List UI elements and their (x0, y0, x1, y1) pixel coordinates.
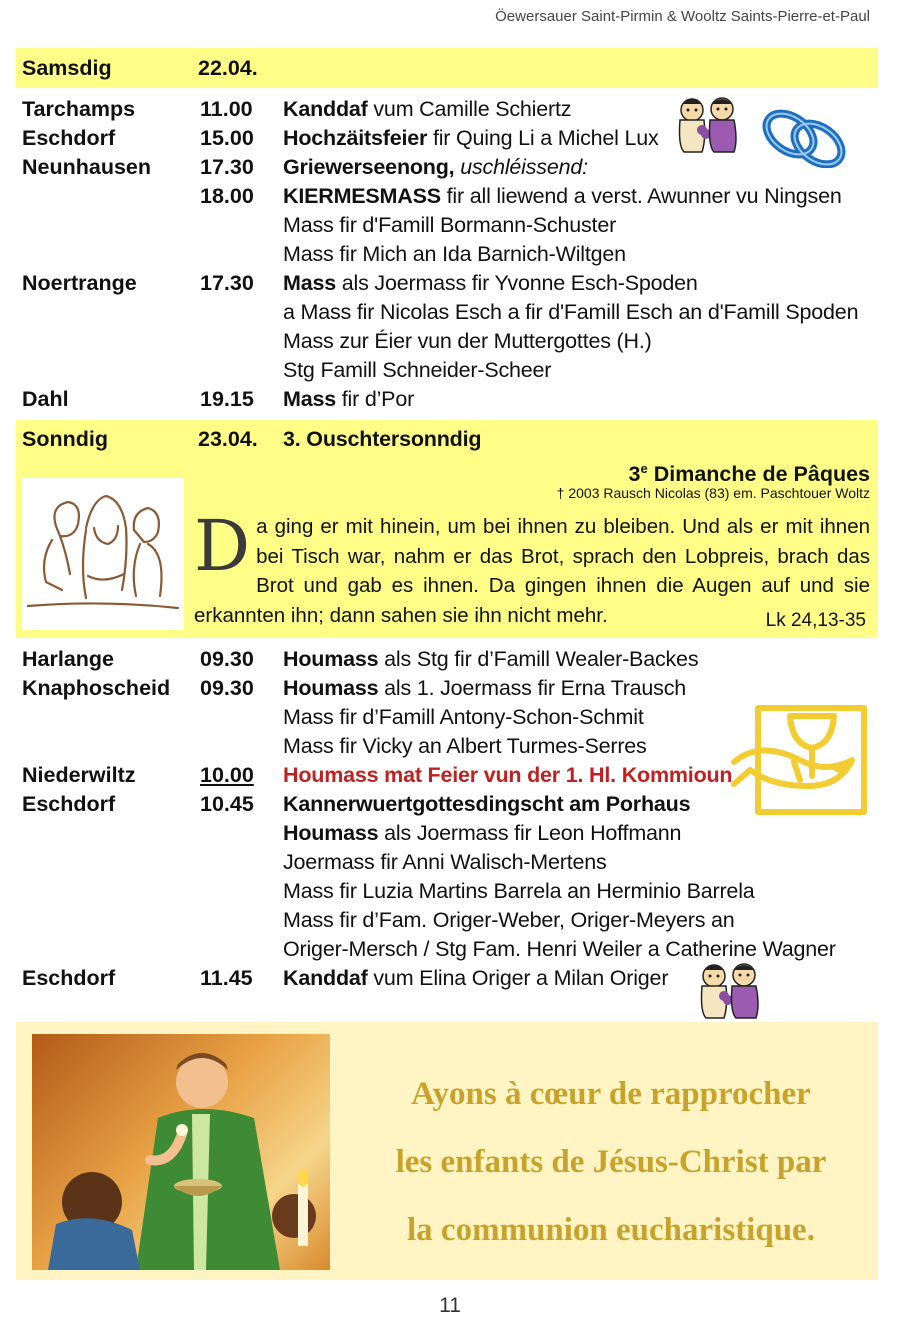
quote-text: a ging er mit hinein, um bei ihnen zu bleiben. Und als er mit ihnen bei Tisch war, nahm er das Brot, sprach den Lobpreis, brach das Brot und gab es ihnen. Da gingen ihnen die Augen auf und sie erkannten ihn; dann sahen sie ihn nicht mehr. (194, 515, 870, 627)
entry-title: Mass (283, 387, 336, 411)
entry-title: KIERMESMASS (283, 184, 441, 208)
entry-text: Joermass fir Anni Walisch-Mertens (283, 850, 607, 874)
saturday-day: Samsdig (22, 56, 112, 80)
entry-title: Kanddaf (283, 97, 368, 121)
entry-time: 17.30 (200, 271, 254, 295)
entry-text: Mass fir d’Fam. Origer-Weber, Origer-Meyers an (283, 908, 735, 932)
entry-text: fir Quing Li a Michel Lux (427, 126, 659, 150)
memorial-note: † 2003 Rausch Nicolas (83) em. Paschtouer Woltz (556, 485, 870, 501)
entry-description (283, 819, 681, 848)
entry-title: Houmass (283, 676, 379, 700)
entry-description (283, 153, 588, 182)
entry-description (283, 124, 659, 153)
entry-description (283, 95, 571, 124)
entry-place: Harlange (22, 647, 115, 671)
communion-painting (32, 1034, 330, 1270)
entry-text: als Joermass fir Leon Hoffmann (378, 821, 682, 845)
entry-time: 11.45 (200, 966, 253, 990)
banner-line: les enfants de Jésus-Christ par (395, 1144, 827, 1180)
sunday-feast-lb: 3. Ouschtersonndig (283, 427, 482, 451)
saturday-date: 22.04. (198, 56, 258, 80)
entry-description (283, 269, 698, 298)
entry-text: Stg Famill Schneider-Scheer (283, 358, 552, 382)
entry-place: Eschdorf (22, 792, 116, 816)
entry-place: Eschdorf (22, 966, 116, 990)
entry-text: fir all liewend a verst. Awunner vu Ningsen (440, 184, 842, 208)
entry-description (283, 674, 686, 703)
entry-text: vum Camille Schiertz (367, 97, 572, 121)
entry-title: Hochzäitsfeier (283, 126, 428, 150)
entry-description (283, 964, 668, 993)
quote-reference: Lk 24,13-35 (765, 610, 866, 631)
entry-time: 10.00 (200, 763, 254, 787)
baptism-children-icon (694, 962, 766, 1022)
entry-text: Mass zur Éier vun der Muttergottes (H.) (283, 329, 652, 353)
communion-banner (16, 1022, 878, 1280)
entry-text: Mass fir Mich an Ida Barnich-Wiltgen (283, 242, 626, 266)
feast-ordinal: e (640, 461, 648, 476)
entry-text: als Joermass fir Yvonne Esch-Spoden (335, 271, 698, 295)
entry-description (283, 645, 698, 674)
entry-text: fir d’Por (335, 387, 415, 411)
entry-text: Mass fir Vicky an Albert Turmes-Serres (283, 734, 647, 758)
entry-place: Noertrange (22, 271, 137, 295)
banner-text (346, 1060, 876, 1264)
entry-time: 15.00 (200, 126, 254, 150)
entry-text: Mass fir Luzia Martins Barrela an Herminio Barrela (283, 879, 755, 903)
chalice-fish-icon (730, 700, 870, 816)
entry-description (283, 182, 842, 211)
entry-text: Origer-Mersch / Stg Fam. Henri Weiler a Catherine Wagner (283, 937, 836, 961)
first-communion-highlight: Houmass mat Feier vun der 1. Hl. Kommioun (283, 763, 733, 787)
feast-number: 3 (628, 462, 641, 487)
saturday-band (16, 48, 878, 88)
entry-time: 10.45 (200, 792, 254, 816)
sunday-date: 23.04. (198, 427, 258, 451)
entry-time: 09.30 (200, 647, 254, 671)
entry-text: als 1. Joermass fir Erna Trausch (378, 676, 687, 700)
entry-text: a Mass fir Nicolas Esch a fir d'Famill Esch an d'Famill Spoden (283, 300, 859, 324)
entry-time: 09.30 (200, 676, 254, 700)
entry-time: 19.15 (200, 387, 254, 411)
entry-place: Dahl (22, 387, 69, 411)
entry-time: 18.00 (200, 184, 254, 208)
entry-place: Tarchamps (22, 97, 136, 121)
entry-title: Griewerseenong, (283, 155, 455, 179)
banner-line: la communion eucharistique. (407, 1212, 815, 1248)
priest-children-painting (32, 1034, 330, 1270)
entry-title: Mass (283, 271, 336, 295)
entry-text: vum Elina Origer a Milan Origer (367, 966, 669, 990)
entry-place: Neunhausen (22, 155, 152, 179)
banner-line: Ayons à cœur de rapprocher (411, 1076, 811, 1112)
page-number: 11 (439, 1294, 461, 1317)
entry-title: Kanddaf (283, 966, 368, 990)
entry-place: Niederwiltz (22, 763, 136, 787)
entry-time: 17.30 (200, 155, 254, 179)
disciples-drawing (22, 478, 184, 630)
entry-place: Eschdorf (22, 126, 116, 150)
entry-time: 11.00 (200, 97, 253, 121)
entry-title: Houmass (283, 647, 379, 671)
quote-drop-cap: D (194, 505, 251, 587)
entry-title: Kannerwuertgottesdingscht am Porhaus (283, 792, 691, 816)
feast-name: Dimanche de Pâques (647, 462, 870, 487)
entry-text: als Stg fir d’Famill Wealer-Backes (378, 647, 699, 671)
baptism-children-icon (672, 96, 744, 156)
entry-title: Houmass (283, 821, 379, 845)
entry-text: Mass fir d’Famill Antony-Schon-Schmit (283, 705, 644, 729)
entry-text: Mass fir d'Famill Bormann-Schuster (283, 213, 617, 237)
entry-place: Knaphoscheid (22, 676, 171, 700)
emmaus-illustration (22, 478, 184, 630)
wedding-rings-icon (756, 108, 856, 168)
page-header: Öewersauer Saint-Pirmin & Wooltz Saints-Pierre-et-Paul (495, 8, 870, 25)
entry-description (283, 385, 414, 414)
entry-italic-note: uschléissend: (454, 155, 588, 179)
sunday-day: Sonndig (22, 427, 108, 451)
